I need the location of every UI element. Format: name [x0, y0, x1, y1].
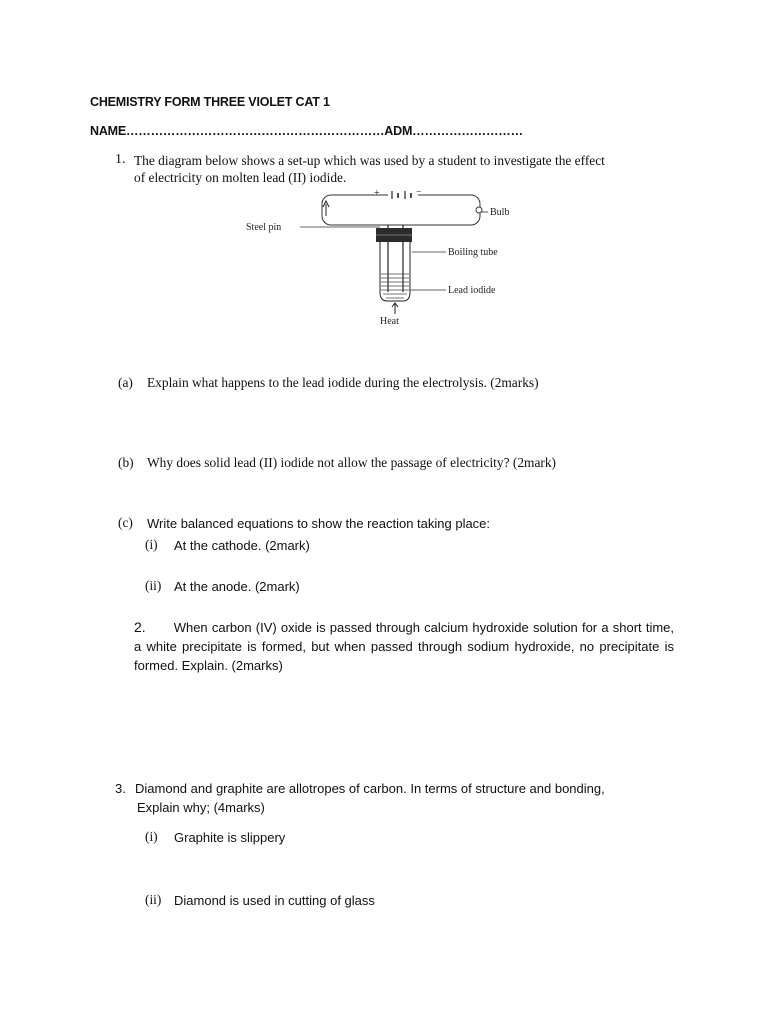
question-2-number: 2.: [134, 619, 146, 635]
question-3-i-label: (i): [145, 829, 158, 844]
question-1c-text: Write balanced equations to show the reaction taking place:: [147, 516, 491, 531]
question-3-ii-text: Diamond is used in cutting of glass: [174, 893, 375, 908]
question-3-number: 3.: [115, 781, 126, 796]
question-1a-label: (a): [118, 375, 133, 390]
page-title: CHEMISTRY FORM THREE VIOLET CAT 1: [90, 95, 330, 109]
question-3-ii-label: (ii): [145, 892, 162, 907]
question-1c-label: (c): [118, 515, 133, 530]
battery-minus-sign: −: [416, 187, 422, 198]
heat-arrow-icon: [392, 303, 398, 314]
question-2-text: When carbon (IV) oxide is passed through calcium hydroxide solution for a short time, a white precipitate is formed, but when passed through sodium hydroxide, no precipitate is formed. Explain. (2marks): [134, 620, 674, 673]
question-1c-i-label: (i): [145, 537, 158, 552]
question-1b-label: (b): [118, 455, 134, 470]
label-boiling-tube: Boiling tube: [448, 247, 498, 258]
question-1c-ii-label: (ii): [145, 578, 162, 593]
label-bulb: Bulb: [490, 207, 510, 218]
question-1-number: 1.: [115, 152, 126, 167]
label-heat: Heat: [380, 316, 399, 327]
bulb-icon: [476, 207, 482, 213]
battery-plus-sign: +: [374, 188, 380, 199]
question-2: [134, 618, 674, 675]
question-1c-ii-text: At the anode. (2mark): [174, 579, 300, 594]
question-1c-i-text: At the cathode. (2mark): [174, 538, 310, 553]
current-arrow-icon: [323, 201, 329, 216]
question-1-line-1: The diagram below shows a set-up which was used by a student to investigate the effect: [134, 153, 605, 168]
question-1a-text: Explain what happens to the lead iodide during the electrolysis. (2marks): [147, 375, 539, 390]
label-steel-pin: Steel pin: [246, 222, 282, 233]
question-3-i-text: Graphite is slippery: [174, 830, 286, 845]
electrolysis-diagram: [240, 184, 530, 329]
boiling-tube: [380, 242, 410, 301]
battery-symbol: [388, 189, 418, 201]
question-3-line-2: Explain why; (4marks): [137, 800, 265, 815]
lead-iodide-contents: [381, 274, 409, 298]
question-1b-text: Why does solid lead (II) iodide not allow the passage of electricity? (2mark): [147, 455, 557, 470]
label-lead-iodide: Lead iodide: [448, 285, 496, 296]
question-3-line-1: Diamond and graphite are allotropes of carbon. In terms of structure and bonding,: [135, 781, 605, 796]
name-adm-line: NAME………………………………………………………ADM………………………: [90, 124, 523, 138]
question-1-line-2: of electricity on molten lead (II) iodide.: [134, 170, 347, 185]
